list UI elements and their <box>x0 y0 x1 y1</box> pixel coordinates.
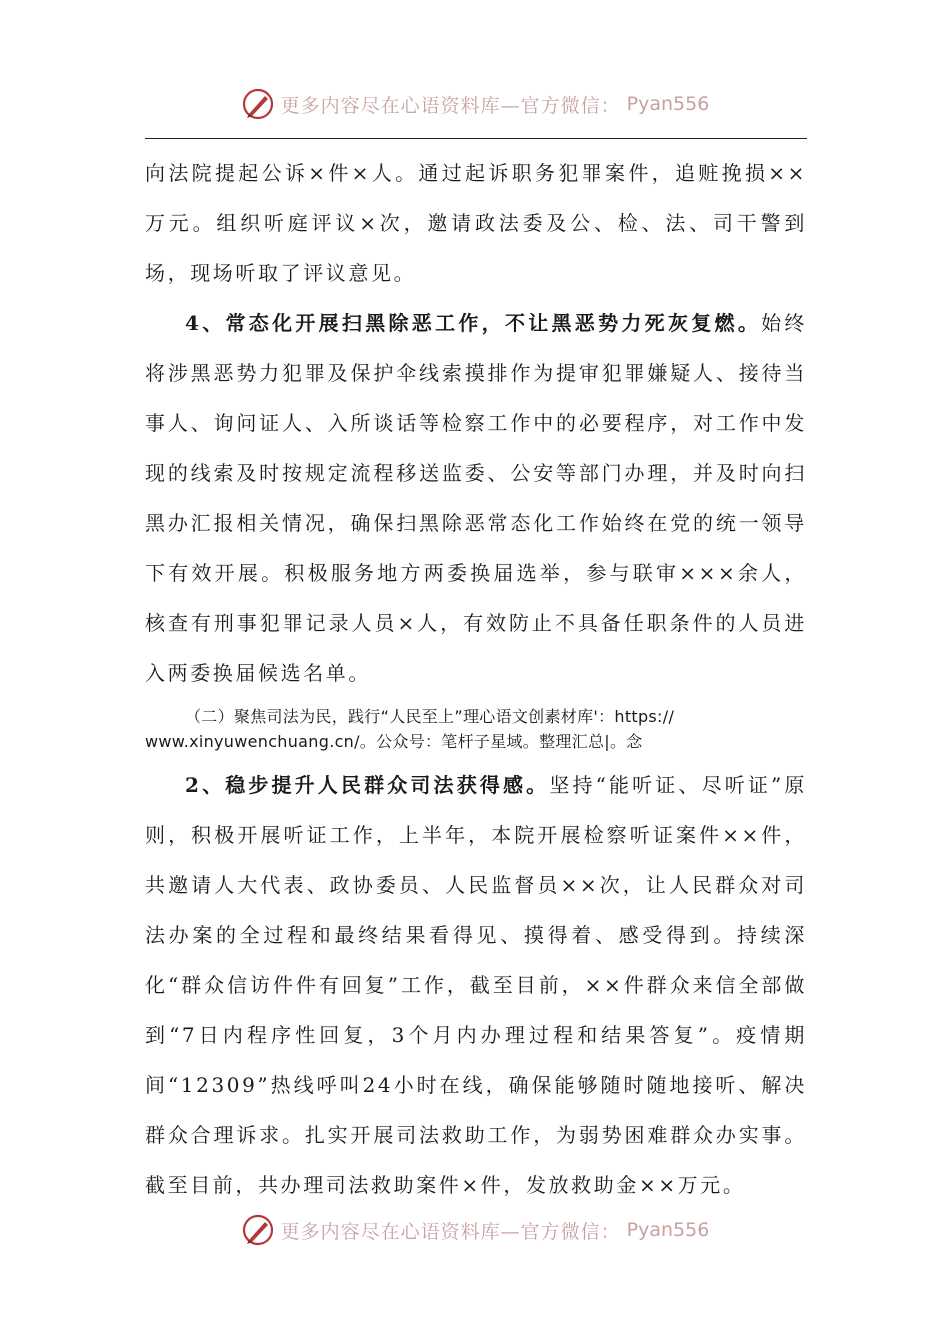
pen-logo-icon <box>241 1213 275 1247</box>
paragraph-heading: 4、常态化开展扫黑除恶工作，不让黑恶势力死灰复燃。 <box>185 311 762 335</box>
section-heading-line: www.xinyuwenchuang.cn/。公众号：笔杆子星域。整理汇总|。念 <box>145 732 643 751</box>
footer-banner <box>241 1213 710 1247</box>
header-banner <box>241 87 710 121</box>
paragraph-text: 始终将涉黑恶势力犯罪及保护伞线索摸排作为提审犯罪嫌疑人、接待当事人、询问证人、入所谈话等检察工作中的必要程序，对工作中发现的线索及时按规定流程移送监委、公安等部门办理，并及时向扫黑办汇报相关情况，确保扫黑除恶常态化工作始终在党的统一领导下有效开展。积极服务地方两委换届选举，参与联审×××余人，核查有刑事犯罪记录人员×人，有效防止不具备任职条件的人员进入两委换届候选名单。 <box>145 311 807 685</box>
footer-banner-text: 更多内容尽在心语资料库—官方微信： <box>280 1220 621 1243</box>
header-divider <box>145 138 807 139</box>
header-banner-id: Pyan556 <box>626 93 710 115</box>
paragraph-judicial-gain <box>145 760 807 1210</box>
footer-banner-id: Pyan556 <box>626 1219 710 1241</box>
page-header <box>0 84 950 124</box>
header-banner-text: 更多内容尽在心语资料库—官方微信： <box>280 94 621 117</box>
paragraph-prosecution: 向法院提起公诉×件×人。通过起诉职务犯罪案件，追赃挽损××万元。组织听庭评议×次，邀请政法委及公、检、法、司干警到场，现场听取了评议意见。 <box>145 161 807 285</box>
document-body <box>145 148 807 1210</box>
section-heading-watermark <box>145 704 807 754</box>
paragraph-anti-gang <box>145 298 807 698</box>
paragraph-heading: 2、稳步提升人民群众司法获得感。 <box>185 773 550 797</box>
page-footer <box>0 1210 950 1250</box>
section-heading-line: （二）聚焦司法为民，践行“人民至上”理心语文创素材库'：https:// <box>185 707 675 726</box>
paragraph-text: 坚持“能听证、尽听证”原则，积极开展听证工作，上半年，本院开展检察听证案件××件，共邀请人大代表、政协委员、人民监督员××次，让人民群众对司法办案的全过程和最终结果看得见、摸得着、感受得到。持续深化“群众信访件件有回复”工作，截至目前，××件群众来信全部做到“7日内程序性回复，3个月内办理过程和结果答复”。疫情期间“12309”热线呼叫24小时在线，确保能够随时随地接听、解决群众合理诉求。扎实开展司法救助工作，为弱势困难群众办实事。截至目前，共办理司法救助案件×件，发放救助金××万元。 <box>145 773 808 1197</box>
pen-logo-icon <box>241 87 275 121</box>
